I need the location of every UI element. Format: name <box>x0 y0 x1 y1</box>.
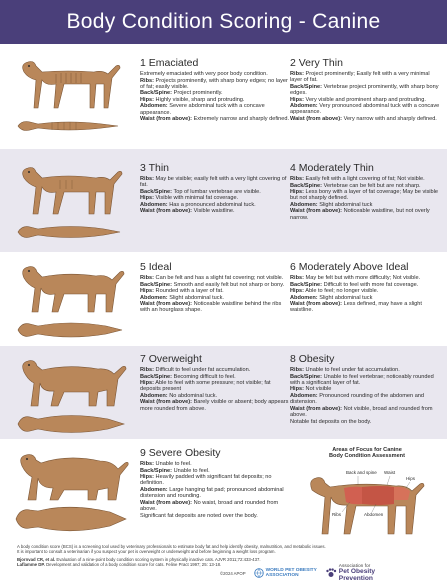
score-8-entry <box>290 354 440 425</box>
score-4-entry <box>290 163 440 221</box>
score-5-abdomen: Abdomen: Slight abdominal tuck. <box>140 294 224 301</box>
score-7-abdomen: Abdomen: No abdominal tuck. <box>140 392 218 399</box>
label-ribs: Ribs <box>332 511 342 517</box>
score-3-entry <box>140 163 290 215</box>
score-1-ribs: Ribs: Projects prominently, with sharp bony edges; no layer of fat; easily visible. <box>140 77 288 90</box>
apop-logo: Association for Pet Obesity Prevention <box>325 564 375 583</box>
score-6-title: 6 Moderately Above Ideal <box>290 261 409 273</box>
ribs-highlight <box>344 487 362 505</box>
dog-illustration-score-7 <box>8 350 132 438</box>
score-6-abdomen: Abdomen: Slight abdominal tuck <box>290 294 373 301</box>
copyright: ©2024 APOP <box>220 570 246 576</box>
score-1-back: Back/Spine: Project prominently. <box>140 90 223 97</box>
score-2-title: 2 Very Thin <box>290 57 343 69</box>
dog-illustration-score-1 <box>8 50 132 140</box>
footnote-line-2: It is important to consult a veterinarian if you suspect your pet is overweight or underweight and before beginning a weight loss program. <box>17 549 276 555</box>
score-3-waist: Waist (from above): Visible waistline. <box>140 208 235 215</box>
score-8-title: 8 Obesity <box>290 353 335 365</box>
score-5-ribs: Ribs: Can be felt and has a slight fat covering; not visible. <box>140 275 284 282</box>
score-4-abdomen: Abdomen: Slight abdominal tuck <box>290 201 373 208</box>
score-3-back: Back/Spine: Top of lumbar vertebrae are visible. <box>140 188 261 195</box>
score-9-note: Significant fat deposits are noted over the body. <box>140 512 258 519</box>
world-pet-obesity-logo: WORLD PET OBESITY ASSOCIATION <box>254 568 317 579</box>
score-1-abdomen: Abdomen: Severe abdominal tuck with a concave appearance. <box>140 103 265 116</box>
page-title: Body Condition Scoring - Canine <box>66 10 381 33</box>
score-1-title: 1 Emaciated <box>140 57 199 69</box>
score-5-entry <box>140 262 290 314</box>
globe-icon <box>254 568 264 578</box>
score-3-title: 3 Thin <box>140 162 169 174</box>
score-8-hips: Hips: Not visible <box>290 386 332 393</box>
score-9-ribs: Ribs: Unable to feel. <box>140 461 192 468</box>
footer-logos <box>220 564 445 582</box>
score-1-waist: Waist (from above): Extremely narrow and sharply defined. <box>140 116 290 123</box>
dog-illustration-score-5 <box>8 256 132 344</box>
score-4-waist: Waist (from above): Noticeable waistline, but not overly narrow. <box>290 208 430 221</box>
score-7-entry <box>140 354 290 412</box>
abdomen-highlight <box>362 486 394 505</box>
score-8-note: Notable fat deposits on the body. <box>290 418 372 425</box>
score-8-abdomen: Abdomen: Pronounced rounding of the abdomen and distension. <box>290 392 425 406</box>
score-2-back: Back/Spine: Vertebrae project prominently, with sharp bony edges. <box>290 83 439 97</box>
score-2-waist: Waist (from above): Very narrow with and sharply defined. <box>290 115 437 122</box>
score-6-ribs: Ribs: May be felt but with more difficulty; Not visible. <box>290 275 421 282</box>
score-7-back: Back/Spine: Becoming difficult to feel. <box>140 373 236 380</box>
score-9-back: Back/Spine: Unable to feel. <box>140 467 210 474</box>
dog-illustration-score-9 <box>8 444 132 534</box>
areas-of-focus-diagram <box>292 447 442 542</box>
score-9-abdomen: Abdomen: Large hanging fat pad; pronounced abdominal distension and rounding. <box>140 486 284 500</box>
reference-2: Laflamme DP. Development and validation of a body condition score for cats. Feline Pract 1997; 25: 13-18. <box>17 562 222 568</box>
score-8-waist: Waist (from above): Not visible, broad and rounded from above. <box>290 405 433 418</box>
label-back-spine: Back and spine <box>346 469 377 475</box>
score-8-back: Back/Spine: Unable to feel vertebrae; noticeably rounded with a significant layer of fat. <box>290 373 434 386</box>
diagram-title: Areas of Focus for Canine Body Condition Assessment <box>329 447 405 460</box>
score-3-hips: Hips: Visible with minimal fat coverage. <box>140 195 239 202</box>
score-2-ribs: Ribs: Project prominently; Easily felt with a very minimal layer of fat. <box>290 71 430 84</box>
score-2-hips: Hips: Very visible and prominent sharp and protruding. <box>290 96 426 103</box>
page-header <box>0 0 447 44</box>
score-7-hips: Hips: Able to feel with some pressure; not visible; fat deposits present <box>140 380 271 393</box>
score-2-entry <box>290 58 440 123</box>
label-hips: Hips <box>406 475 416 481</box>
score-1-entry <box>140 58 290 123</box>
label-waist: Waist <box>384 469 396 475</box>
score-4-back: Back/Spine: Vertebrae can be felt but are not sharp. <box>290 182 421 189</box>
score-4-ribs: Ribs: Easily felt with a light covering of fat; Not visible. <box>290 176 425 183</box>
score-3-abdomen: Abdomen: Has a pronounced abdominal tuck. <box>140 201 256 208</box>
score-7-ribs: Ribs: Difficult to feel under fat accumulation. <box>140 367 251 374</box>
score-9-title: 9 Severe Obesity <box>140 447 221 459</box>
score-6-back: Back/Spine: Difficult to feel with more fat coverage. <box>290 281 419 288</box>
score-8-ribs: Ribs: Unable to feel under fat accumulation. <box>290 367 400 374</box>
footnote-line-1: A body condition score (BCS) is a screening tool used by veterinary professionals to estimate body fat and help identify obesity, malnutrition, and metabolic issues. <box>17 544 326 549</box>
score-1-intro: Extremely emaciated with very poor body condition. <box>140 71 268 78</box>
score-5-hips: Hips: Rounded with a layer of fat. <box>140 288 224 295</box>
score-6-waist: Waist (from above): Less defined, may have a slight waistline. <box>290 301 422 314</box>
score-5-waist: Waist (from above): Noticeable waistline behind the ribs with an hourglass shape. <box>140 301 282 314</box>
diagram-dog <box>292 460 442 540</box>
reference-1: Bjornvad CR, et al. Evaluation of a nine-point body condition scoring system in physically inactive cats. AJVR 2011;72:433-437. <box>17 556 261 562</box>
score-6-hips: Hips: Able to feel; no longer visible. <box>290 288 379 295</box>
score-7-title: 7 Overweight <box>140 353 202 365</box>
score-1-hips: Hips: Highly visible, sharp and protruding. <box>140 96 245 103</box>
score-4-title: 4 Moderately Thin <box>290 162 374 174</box>
score-9-entry <box>140 448 290 519</box>
dog-illustration-score-3 <box>8 156 132 246</box>
score-3-ribs: Ribs: May be visible; easily felt with a very light covering of fat. <box>140 176 287 189</box>
label-abdomen: Abdomen <box>364 511 384 517</box>
score-2-abdomen: Abdomen: Very pronounced abdominal tuck with a concave appearance. <box>290 103 440 116</box>
score-7-waist: Waist (from above): Barely visible or absent; body appears more rounded from above. <box>140 399 289 412</box>
score-6-entry <box>290 262 440 314</box>
score-5-title: 5 Ideal <box>140 261 172 273</box>
score-4-hips: Hips: Less bony with a layer of fat coverage; May be visible but not sharply defined. <box>290 189 438 202</box>
paw-icon <box>325 568 337 578</box>
score-9-hips: Hips: Heavily padded with significant fat deposits; no definition. <box>140 474 272 487</box>
score-5-back: Back/Spine: Smooth and easily felt but not sharp or bony. <box>140 281 285 288</box>
score-9-waist: Waist (from above): No waist, broad and rounded from above. <box>140 499 279 512</box>
